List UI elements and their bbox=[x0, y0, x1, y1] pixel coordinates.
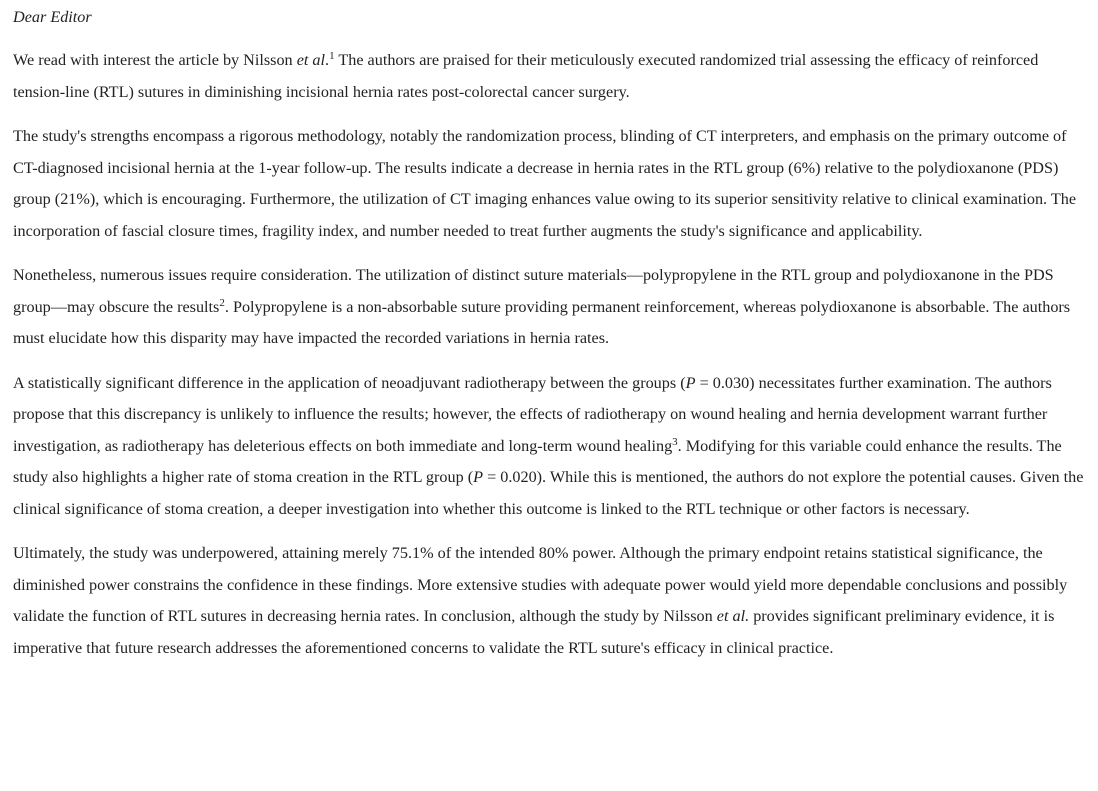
text-run: The authors are praised for their meticulously executed randomized trial assessing the efficacy of reinforced tension-line (RTL) sutures in diminishing incisional hernia rates post-colorectal cancer surgery. bbox=[13, 51, 1039, 101]
italic-run: et al bbox=[296, 51, 326, 69]
text-run: We read with interest the article by Nilsson bbox=[13, 51, 297, 69]
text-run: . Modifying for this variable could enhance the results. The study also highlights a higher rate of stoma creation in the RTL group ( bbox=[13, 436, 1062, 486]
p-value-symbol: P bbox=[473, 468, 484, 486]
text-run: provides significant preliminary evidence, it is imperative that future research addresses the aforementioned concerns to validate the RTL suture's efficacy in clinical practice. bbox=[13, 607, 1055, 657]
paragraph-suture-materials bbox=[13, 260, 1090, 355]
reference-3: 3 bbox=[672, 435, 678, 448]
reference-2: 2 bbox=[219, 296, 225, 309]
p-value-symbol: P bbox=[685, 373, 696, 392]
text-run: Ultimately, the study was underpowered, attaining merely 75.1% of the intended 80% power. Although the primary endpoint retains statistical significance, the diminished power constrains the confidence in these findings. More extensive studies with adequate power would yield more dependable conclusions and possibly validate the function of RTL sutures in decreasing hernia rates. In conclusion, although the study by Nilsson bbox=[13, 544, 1068, 625]
text-run: = 0.030) necessitates further examination. The authors propose that this discrepancy is unlikely to influence the results; however, the effects of radiotherapy on wound healing and hernia development warrant further investigation, as radiotherapy has deleterious effects on both immediate and long-term wound healing bbox=[13, 373, 1052, 455]
salutation: Dear Editor bbox=[13, 8, 92, 26]
paragraph-intro bbox=[13, 45, 1090, 108]
paragraph-strengths: The study's strengths encompass a rigorous methodology, notably the randomization process, blinding of CT interpreters, and emphasis on the primary outcome of CT-diagnosed incisional hernia at the 1-year follow-up. The results indicate a decrease in hernia rates in the RTL group (6%) relative to the polydioxanone (PDS) group (21%), which is encouraging. Furthermore, the utilization of CT imaging enhances value owing to its superior sensitivity relative to clinical examination. The incorporation of fascial closure times, fragility index, and number needed to treat further augments the study's significance and applicability. bbox=[13, 127, 1077, 240]
text-run: . Polypropylene is a non-absorbable suture providing permanent reinforcement, whereas polydioxanone is absorbable. The authors must elucidate how this disparity may have impacted the recorded variations in hernia rates. bbox=[13, 297, 1071, 347]
paragraph-conclusion bbox=[13, 538, 1090, 664]
reference-1: 1 bbox=[329, 50, 335, 62]
text-run: . bbox=[325, 51, 330, 69]
text-run: Nonetheless, numerous issues require consideration. The utilization of distinct suture materials—polypropylene in the RTL group and polydioxanone in the PDS group—may obscure the results bbox=[13, 266, 1054, 316]
paragraph-radiotherapy bbox=[13, 368, 1090, 526]
text-run: = 0.020). While this is mentioned, the authors do not explore the potential causes. Given the clinical significance of stoma creation, a deeper investigation into whether this outcome is linked to the RTL technique or other factors is necessary. bbox=[13, 468, 1084, 518]
italic-run: et al. bbox=[716, 607, 750, 625]
text-run: A statistically significant difference in the application of neoadjuvant radiotherapy between the groups ( bbox=[13, 373, 686, 392]
